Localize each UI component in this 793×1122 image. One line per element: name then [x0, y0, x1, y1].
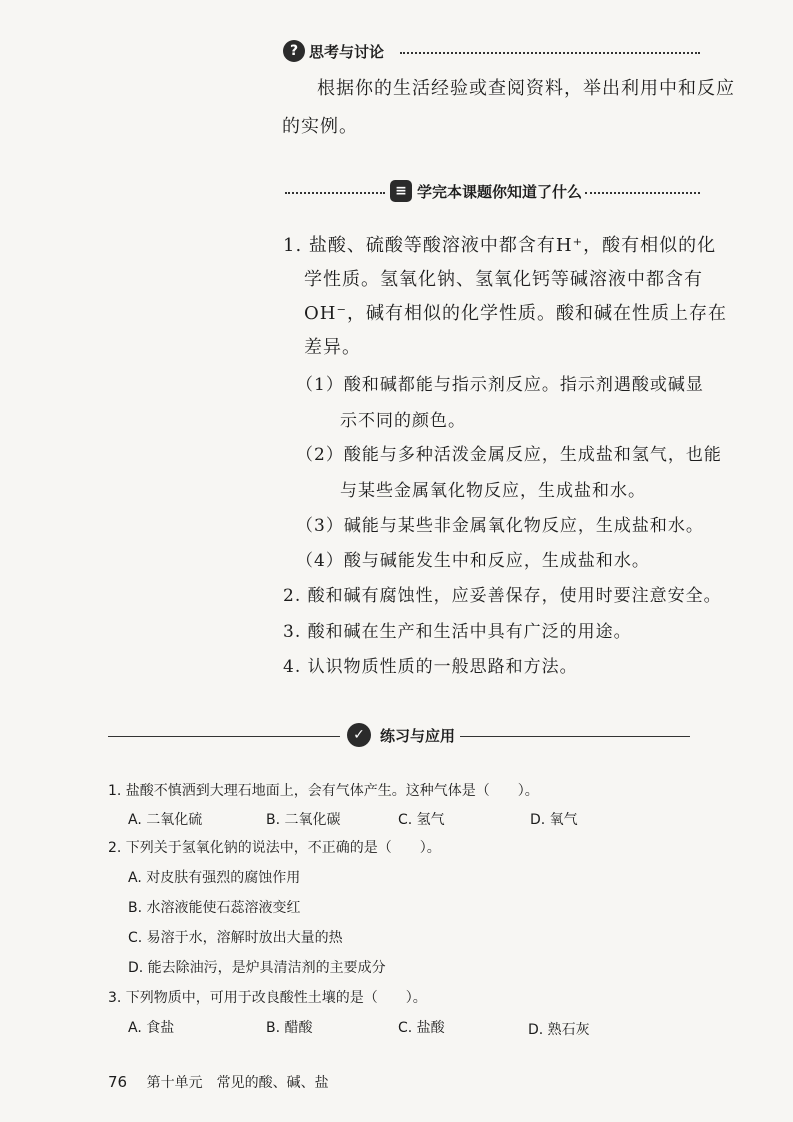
practice-heading: 练习与应用	[380, 727, 456, 745]
question-2-stem: 2. 下列关于氢氧化钠的说法中，不正确的是（ ）。	[108, 840, 441, 856]
summary-item-1-line-4: 差异。	[304, 337, 361, 358]
summary-sub-1-line-2: 示不同的颜色。	[340, 411, 466, 431]
question-2-option-c: C. 易溶于水，溶解时放出大量的热	[128, 930, 343, 946]
think-body-line-1: 根据你的生活经验或查阅资料，举出利用中和反应	[317, 78, 735, 99]
question-1-option-b: B. 二氧化碳	[266, 812, 341, 828]
question-1-stem: 1. 盐酸不慎洒到大理石地面上，会有气体产生。这种气体是（ ）。	[108, 783, 539, 799]
summary-heading: 学完本课题你知道了什么	[417, 183, 583, 201]
summary-item-4: 4. 认识物质性质的一般思路和方法。	[283, 657, 578, 677]
summary-item-3: 3. 酸和碱在生产和生活中具有广泛的用途。	[283, 622, 632, 642]
question-3-option-b: B. 醋酸	[266, 1020, 313, 1036]
page-number: 76	[108, 1073, 128, 1091]
summary-item-1-line-3: OH⁻，碱有相似的化学性质。酸和碱在性质上存在	[304, 303, 727, 324]
question-3-option-c: C. 盐酸	[398, 1020, 445, 1036]
summary-sub-3: （3）碱能与某些非金属氧化物反应，生成盐和水。	[296, 516, 704, 536]
summary-book-icon: ≡	[390, 180, 412, 202]
question-discussion-icon: ?	[283, 40, 305, 62]
practice-check-icon: ✓	[347, 723, 371, 747]
question-1-option-c: C. 氢气	[398, 812, 445, 828]
question-2-option-d: D. 能去除油污，是炉具清洁剂的主要成分	[128, 960, 386, 976]
summary-sub-4: （4）酸与碱能发生中和反应，生成盐和水。	[296, 551, 650, 571]
heading-dotted-rule-left	[285, 192, 385, 194]
heading-dotted-rule-right	[585, 192, 700, 194]
summary-sub-1-line-1: （1）酸和碱都能与指示剂反应。指示剂遇酸或碱显	[296, 375, 704, 395]
unit-title: 第十单元 常见的酸、碱、盐	[146, 1075, 329, 1091]
question-2-option-a: A. 对皮肤有强烈的腐蚀作用	[128, 870, 301, 886]
summary-item-1-line-1: 1. 盐酸、硫酸等酸溶液中都含有H⁺，酸有相似的化	[283, 235, 717, 256]
summary-sub-2-line-1: （2）酸能与多种活泼金属反应，生成盐和氢气，也能	[296, 445, 722, 465]
practice-rule-left	[108, 736, 340, 737]
question-3-stem: 3. 下列物质中，可用于改良酸性土壤的是（ ）。	[108, 990, 427, 1006]
footer	[108, 1072, 329, 1092]
think-discuss-heading: 思考与讨论	[309, 43, 385, 61]
question-3-option-a: A. 食盐	[128, 1020, 175, 1036]
summary-item-1-line-2: 学性质。氢氧化钠、氢氧化钙等碱溶液中都含有	[304, 269, 703, 290]
question-1-option-d: D. 氧气	[530, 812, 578, 828]
question-2-option-b: B. 水溶液能使石蕊溶液变红	[128, 900, 301, 916]
question-1-option-a: A. 二氧化硫	[128, 812, 203, 828]
question-3-option-d: D. 熟石灰	[528, 1022, 590, 1038]
think-body-line-2: 的实例。	[282, 116, 358, 137]
heading-dotted-rule	[400, 52, 700, 54]
practice-rule-right	[460, 736, 690, 737]
summary-item-2: 2. 酸和碱有腐蚀性，应妥善保存，使用时要注意安全。	[283, 586, 722, 606]
summary-sub-2-line-2: 与某些金属氧化物反应，生成盐和水。	[340, 481, 646, 501]
